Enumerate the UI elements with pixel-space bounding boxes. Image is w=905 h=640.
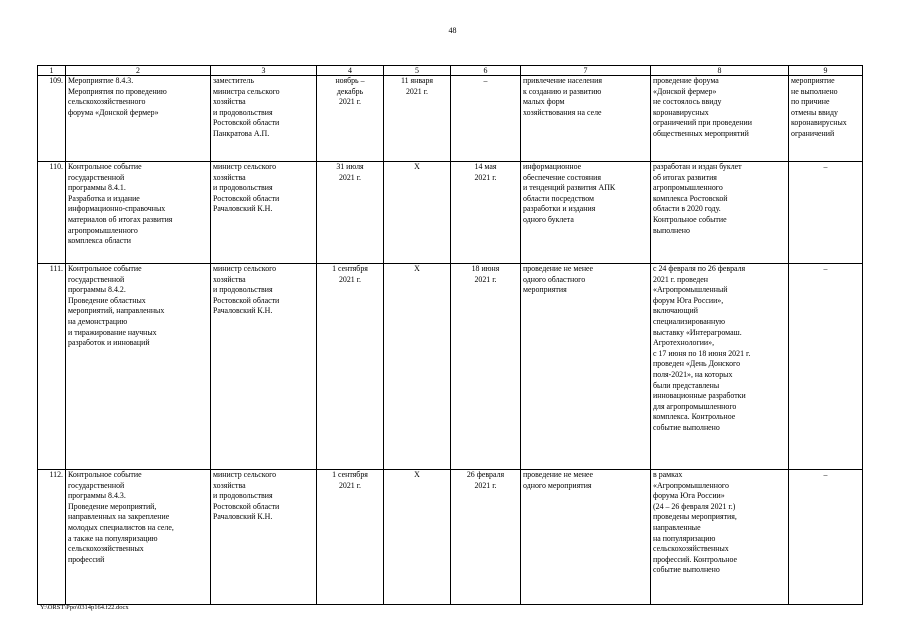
col-header-3: 3 — [211, 66, 317, 76]
actual-date: – — [451, 76, 521, 162]
planned-date: 1 сентября 2021 г. — [317, 264, 384, 470]
table-row — [38, 162, 863, 264]
start-date: Х — [384, 162, 451, 264]
expected-result: привлечение населения к созданию и развитию малых форм хозяйствования на селе — [521, 76, 651, 162]
col-header-7: 7 — [521, 66, 651, 76]
header-row — [38, 66, 863, 76]
col-header-6: 6 — [451, 66, 521, 76]
expected-result: информационное обеспечение состояния и тенденций развития АПК области посредством разработки и издания одного буклета — [521, 162, 651, 264]
responsible-person: министр сельского хозяйства и продовольствия Ростовской области Рачаловский К.Н. — [211, 470, 317, 605]
start-date: 11 января 2021 г. — [384, 76, 451, 162]
actual-result: в рамках «Агропромышленного форума Юга России» (24 – 26 февраля 2021 г.) проведены мероприятия, направленные на популяризацию сельскохозяйственных профессий. Контрольное событие выполнено — [651, 470, 789, 605]
planned-date: 1 сентября 2021 г. — [317, 470, 384, 605]
event-name: Контрольное событие государственной программы 8.4.1. Разработка и издание информационно-справочных материалов об итогах развития агропромышленного комплекса области — [66, 162, 211, 264]
row-number: 110. — [38, 162, 66, 264]
event-name: Контрольное событие государственной программы 8.4.3. Проведение мероприятий, направленных на закрепление молодых специалистов на селе, а также на популяризацию сельскохозяйственных профессий — [66, 470, 211, 605]
file-path-footer: Y:\ORST\Ppo\0314p164.f22.docx — [40, 604, 129, 611]
actual-result: с 24 февраля по 26 февраля 2021 г. проведен «Агропромышленный форум Юга России», включающий специализированную выставку «Интерагромаш. Агротехнологии», с 17 июня по 18 июня 2021 г. проведен «День Донского поля-2021», на которых были представлены инновационные разработки для агропромышленного комплекса. Контрольное событие выполнено — [651, 264, 789, 470]
report-table — [37, 65, 863, 605]
table-row — [38, 76, 863, 162]
row-number: 109. — [38, 76, 66, 162]
start-date: Х — [384, 470, 451, 605]
actual-date: 26 февраля 2021 г. — [451, 470, 521, 605]
row-number: 112. — [38, 470, 66, 605]
start-date: Х — [384, 264, 451, 470]
responsible-person: министр сельского хозяйства и продовольствия Ростовской области Рачаловский К.Н. — [211, 162, 317, 264]
actual-result: разработан и издан буклет об итогах развития агропромышленного комплекса Ростовской области в 2020 году. Контрольное событие выполнено — [651, 162, 789, 264]
planned-date: ноябрь – декабрь 2021 г. — [317, 76, 384, 162]
col-header-8: 8 — [651, 66, 789, 76]
responsible-person: министр сельского хозяйства и продовольствия Ростовской области Рачаловский К.Н. — [211, 264, 317, 470]
col-header-9: 9 — [789, 66, 863, 76]
actual-date: 18 июня 2021 г. — [451, 264, 521, 470]
expected-result: проведение не менее одного областного мероприятия — [521, 264, 651, 470]
actual-date: 14 мая 2021 г. — [451, 162, 521, 264]
non-fulfilment-reasons: – — [789, 264, 863, 470]
col-header-1: 1 — [38, 66, 66, 76]
expected-result: проведение не менее одного мероприятия — [521, 470, 651, 605]
planned-date: 31 июля 2021 г. — [317, 162, 384, 264]
non-fulfilment-reasons: – — [789, 162, 863, 264]
non-fulfilment-reasons: – — [789, 470, 863, 605]
page-number: 48 — [448, 26, 457, 35]
non-fulfilment-reasons: мероприятие не выполнено по причине отмены ввиду коронавирусных ограничений — [789, 76, 863, 162]
col-header-4: 4 — [317, 66, 384, 76]
row-number: 111. — [38, 264, 66, 470]
actual-result: проведение форума «Донской фермер» не состоялось ввиду коронавирусных ограничений при проведении общественных мероприятий — [651, 76, 789, 162]
col-header-2: 2 — [66, 66, 211, 76]
table-row — [38, 470, 863, 605]
event-name: Контрольное событие государственной программы 8.4.2. Проведение областных мероприятий, направленных на демонстрацию и тиражирование научных разработок и инноваций — [66, 264, 211, 470]
event-name: Мероприятие 8.4.3. Мероприятия по проведению сельскохозяйственного форума «Донской фермер» — [66, 76, 211, 162]
table-row — [38, 264, 863, 470]
responsible-person: заместитель министра сельского хозяйства и продовольствия Ростовской области Панкратова А.П. — [211, 76, 317, 162]
col-header-5: 5 — [384, 66, 451, 76]
